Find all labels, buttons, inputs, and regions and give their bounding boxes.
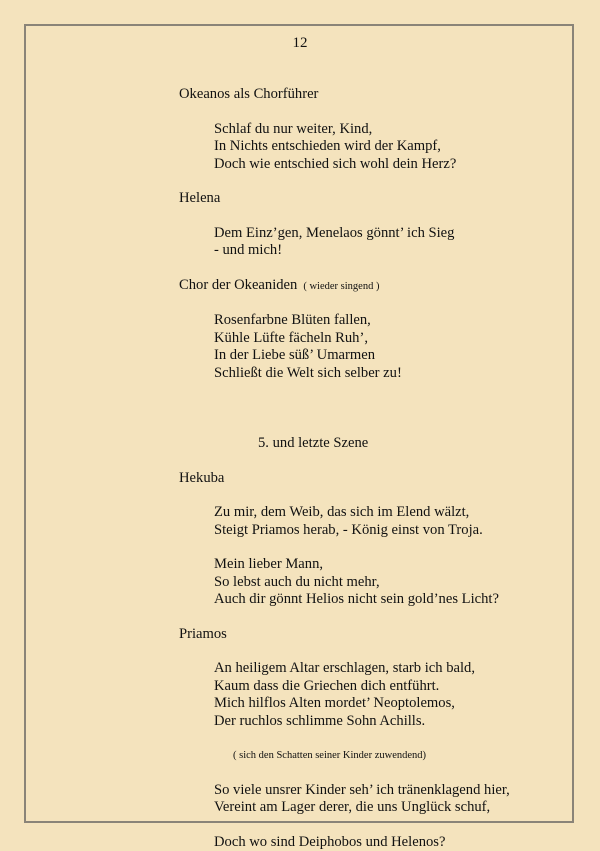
verse-line: Zu mir, dem Weib, das sich im Elend wälzt, xyxy=(214,504,559,522)
verse-chor xyxy=(179,312,559,382)
verse-priamos-1 xyxy=(179,660,559,730)
verse-line: Kühle Lüfte fächeln Ruh’, xyxy=(214,330,559,348)
verse-line: Rosenfarbne Blüten fallen, xyxy=(214,312,559,330)
scene-heading: 5. und letzte Szene xyxy=(179,435,559,453)
verse-line: Mich hilflos Alten mordet’ Neoptolemos, xyxy=(214,695,559,713)
verse-line: Doch wo sind Deiphobos und Helenos? xyxy=(214,834,559,851)
stage-direction: ( sich den Schatten seiner Kinder zuwendend) xyxy=(179,747,559,765)
verse-line: Dem Einz’gen, Menelaos gönnt’ ich Sieg xyxy=(214,225,559,243)
stage-direction-inline: ( wieder singend ) xyxy=(303,281,379,292)
verse-line: In Nichts entschieden wird der Kampf, xyxy=(214,138,559,156)
verse-priamos-3 xyxy=(179,834,559,851)
speaker-chor xyxy=(179,277,559,296)
verse-hekuba-1 xyxy=(179,504,559,539)
verse-line: Der ruchlos schlimme Sohn Achills. xyxy=(214,713,559,731)
speaker-okeanos: Okeanos als Chorführer xyxy=(179,86,559,104)
speaker-helena: Helena xyxy=(179,190,559,208)
speaker-priamos: Priamos xyxy=(179,626,559,644)
verse-line: Mein lieber Mann, xyxy=(214,556,559,574)
verse-line: Auch dir gönnt Helios nicht sein gold’nes Licht? xyxy=(214,591,559,609)
verse-line: Schließt die Welt sich selber zu! xyxy=(214,365,559,383)
verse-line: In der Liebe süß’ Umarmen xyxy=(214,347,559,365)
verse-line: An heiligem Altar erschlagen, starb ich bald, xyxy=(214,660,559,678)
verse-hekuba-2 xyxy=(179,556,559,609)
verse-line: So lebst auch du nicht mehr, xyxy=(214,574,559,592)
speaker-hekuba: Hekuba xyxy=(179,470,559,488)
verse-helena xyxy=(179,225,559,260)
verse-line: Vereint am Lager derer, die uns Unglück schuf, xyxy=(214,799,559,817)
verse-line: Schlaf du nur weiter, Kind, xyxy=(214,121,559,139)
page-number: 12 xyxy=(0,34,600,52)
play-text xyxy=(179,86,559,851)
verse-okeanos xyxy=(179,121,559,174)
verse-line: Doch wie entschied sich wohl dein Herz? xyxy=(214,156,559,174)
verse-priamos-2 xyxy=(179,782,559,817)
verse-line: So viele unsrer Kinder seh’ ich tränenklagend hier, xyxy=(214,782,559,800)
verse-line: Steigt Priamos herab, - König einst von Troja. xyxy=(214,522,559,540)
verse-line: Kaum dass die Griechen dich entführt. xyxy=(214,678,559,696)
speaker-chor-name: Chor der Okeaniden xyxy=(179,277,297,293)
verse-line: - und mich! xyxy=(214,242,559,260)
